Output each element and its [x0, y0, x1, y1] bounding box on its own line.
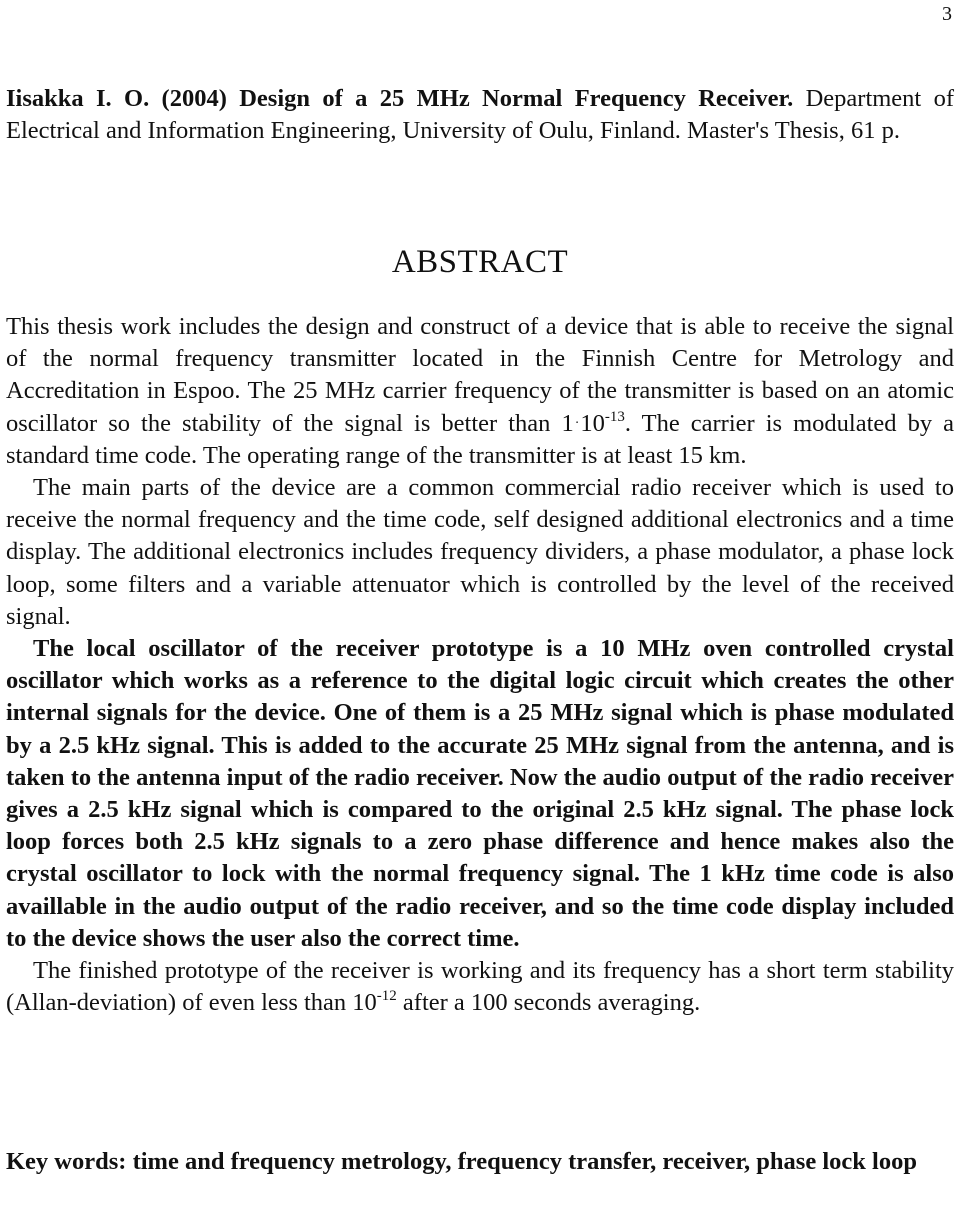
citation	[6, 83, 954, 147]
abstract-p1-exponent: -13	[604, 408, 625, 425]
abstract-heading: ABSTRACT	[391, 244, 569, 280]
abstract-paragraph-4	[6, 955, 954, 1019]
abstract-p1-base: 10	[580, 409, 605, 437]
abstract-paragraph-3: The local oscillator of the receiver prototype is a 10 MHz oven controlled crystal oscillator which works as a reference to the digital logic circuit which creates the other internal signals for the device. One of them is a 25 MHz signal which is phase modulated by a 2.5 kHz signal. This is added to the accurate 25 MHz signal from the antenna, and is taken to the antenna input of the radio receiver. Now the audio output of the radio receiver gives a 2.5 kHz signal which is compared to the original 2.5 kHz signal. The phase lock loop forces both 2.5 kHz signals to a zero phase difference and hence makes also the crystal oscillator to lock with the normal frequency signal. The 1 kHz time code is also availlable in the audio output of the radio receiver, and so the time code display included to the device shows the user also the correct time.	[6, 635, 954, 952]
abstract-paragraph-1	[6, 311, 954, 472]
abstract-p1-text-end: . The carrier is modulated by a standard time code. The operating range of the transmitter is at least 15 km.	[6, 409, 954, 469]
abstract-paragraph-2: The main parts of the device are a common commercial radio receiver which is used to receive the normal frequency and the time code, self designed additional electronics and a time display. The additional electronics includes frequency dividers, a phase modulator, a phase lock loop, some filters and a variable attenuator which is controlled by the level of the received signal.	[6, 474, 954, 630]
abstract-p4-text: The finished prototype of the receiver is working and its frequency has a short term stability (Allan-deviation) of even less than 10	[6, 957, 954, 1017]
citation-details: Department of Electrical and Information Engineering, University of Oulu, Finland. Master's Thesis, 61 p.	[6, 85, 955, 144]
abstract-p4-exponent: -12	[376, 988, 397, 1005]
keywords: Key words: time and frequency metrology, frequency transfer, receiver, phase lock loop	[6, 1148, 917, 1175]
multiplication-dot: ·	[574, 415, 580, 431]
abstract-p1-text: This thesis work includes the design and construct of a device that is able to receive the signal of the normal frequency transmitter located in the Finnish Centre for Metrology and Accreditation in Espoo. The 25 MHz carrier frequency of the transmitter is based on an atomic oscillator so the stability of the signal is better than 1	[6, 313, 954, 437]
abstract-body	[6, 311, 954, 1019]
page-number: 3	[942, 3, 952, 25]
abstract-p4-text-end: after a 100 seconds averaging.	[396, 989, 701, 1017]
citation-author-title: Iisakka I. O. (2004) Design of a 25 MHz Normal Frequency Receiver.	[6, 85, 794, 112]
